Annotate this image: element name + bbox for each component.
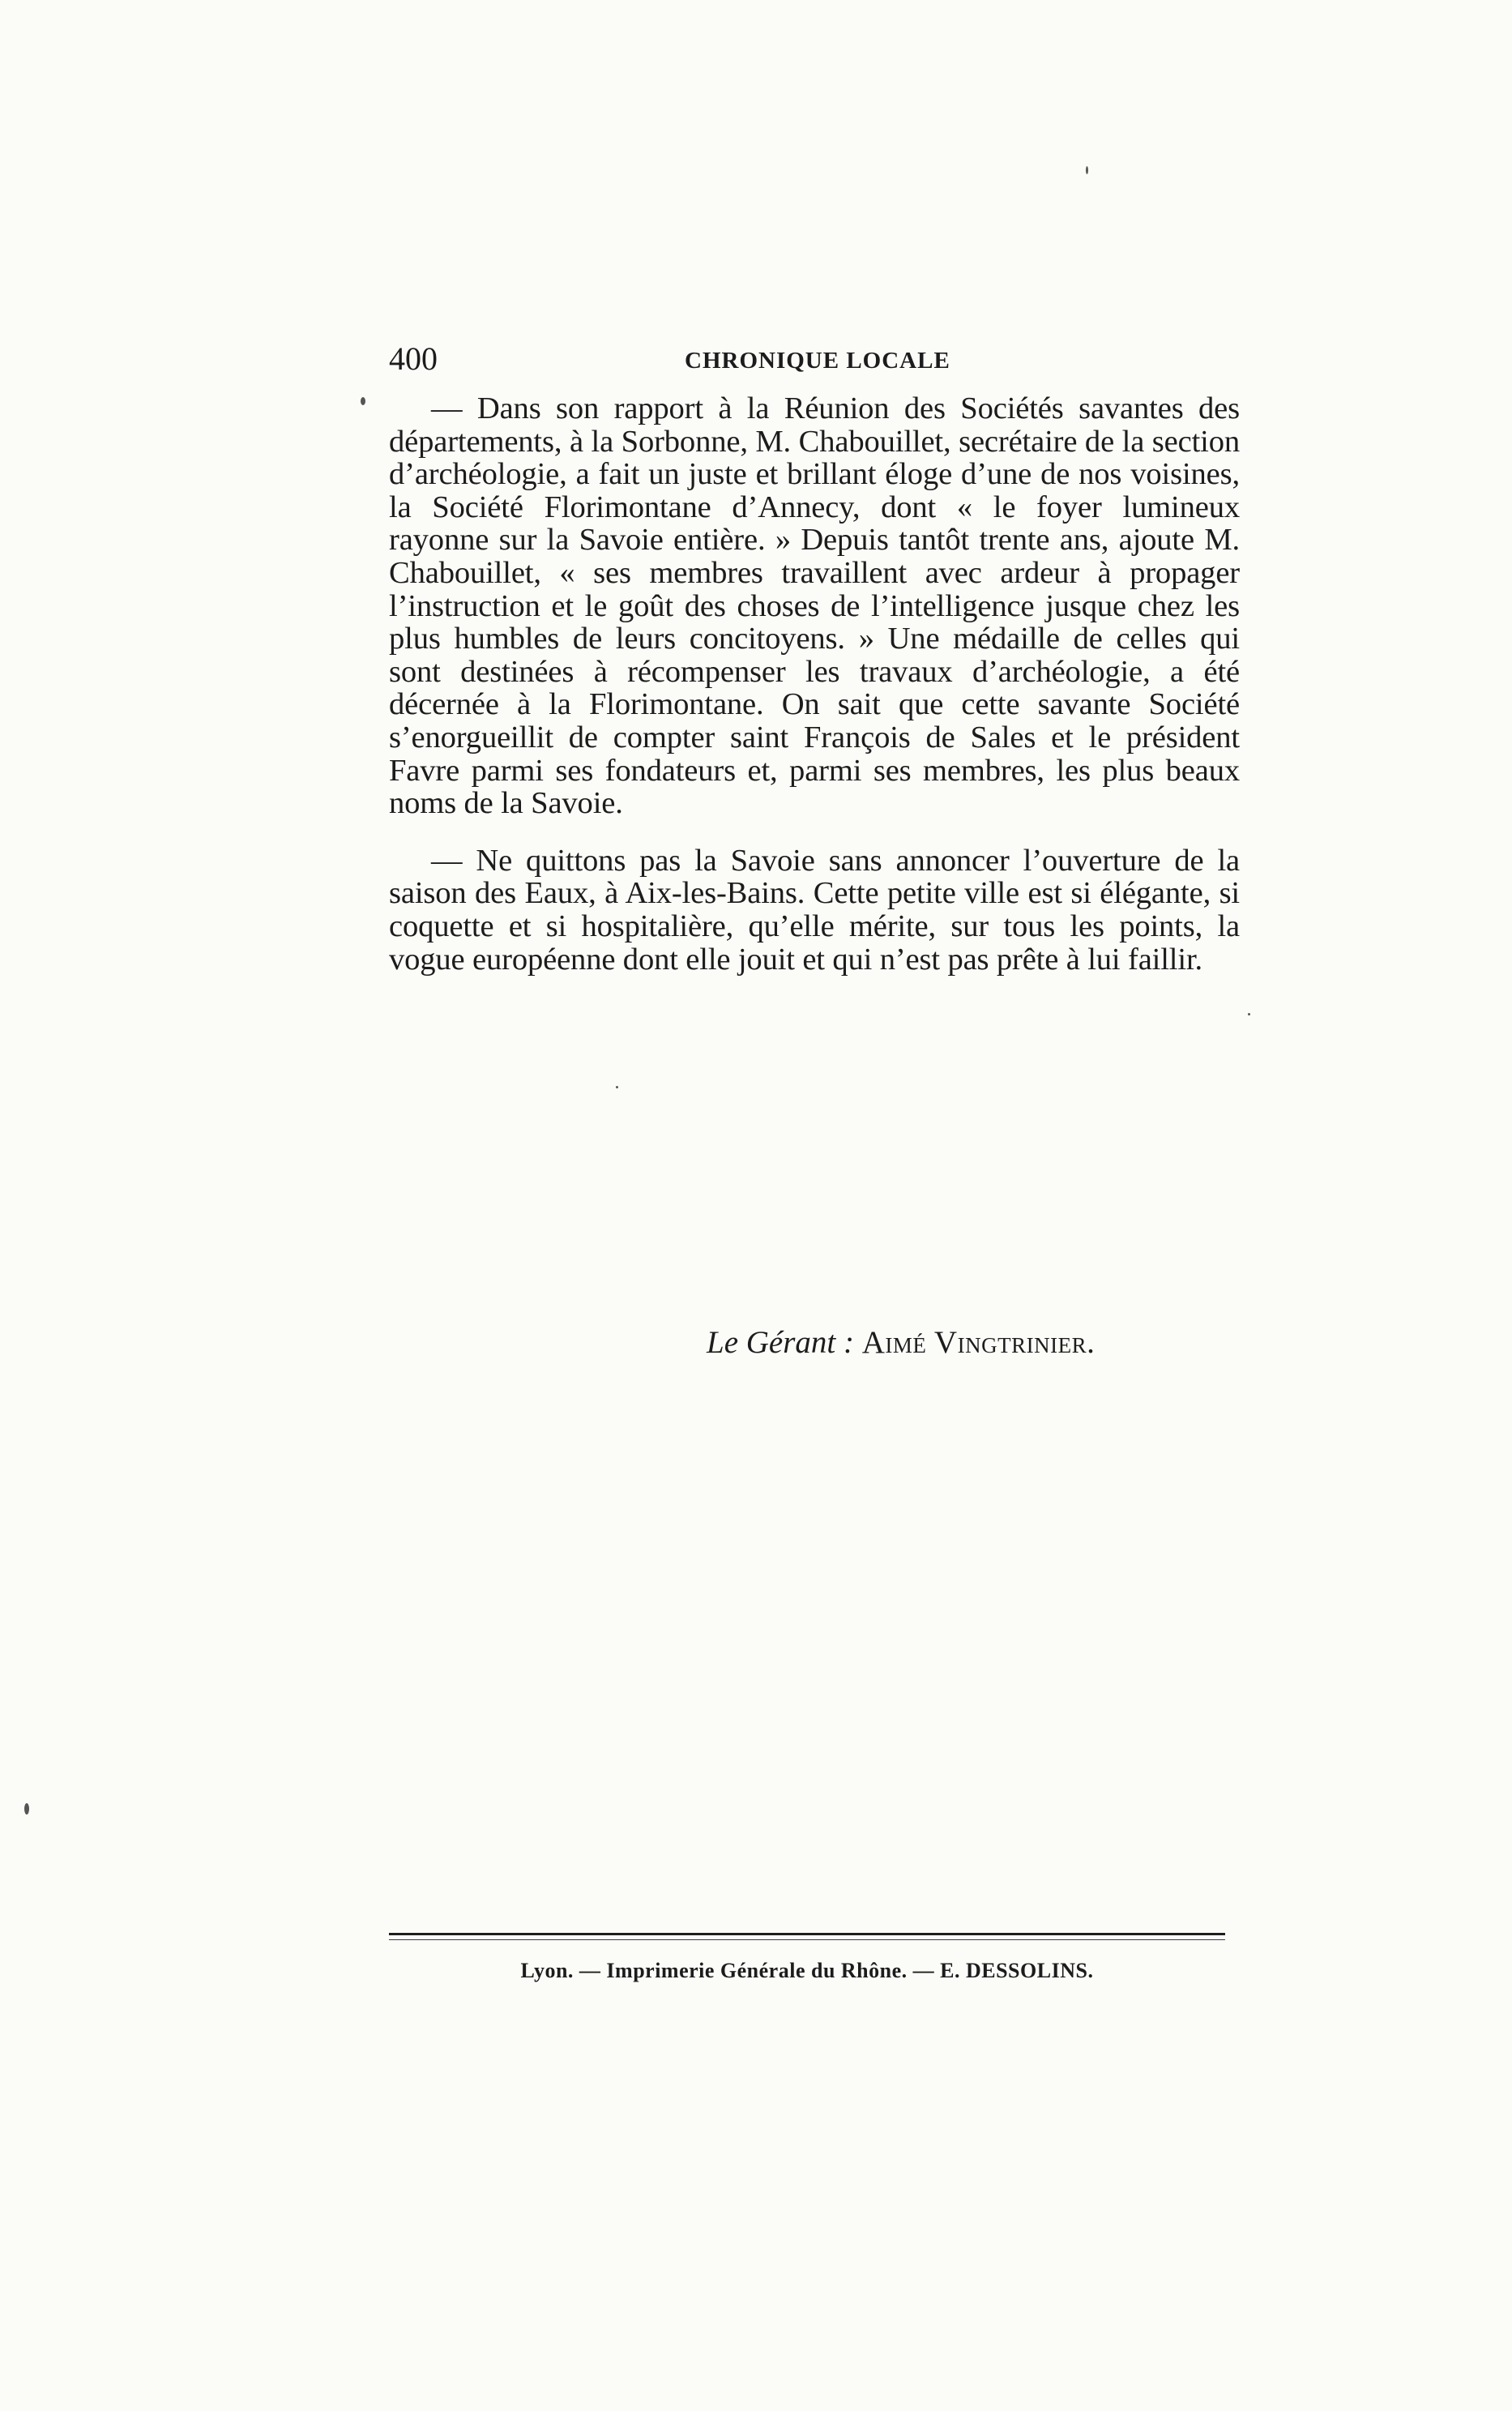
- signature: [707, 1323, 1095, 1363]
- ink-speck: [616, 1086, 618, 1088]
- page-number: 400: [389, 340, 438, 377]
- body-text: [389, 392, 1240, 976]
- ink-speck: [1086, 166, 1088, 174]
- ink-speck: [361, 397, 365, 405]
- ink-speck: [24, 1803, 29, 1815]
- printer-imprint: Lyon. — Imprimerie Générale du Rhône. — E. DESSOLINS.: [520, 1959, 1094, 1982]
- paragraph-societe-florimontane: — Dans son rapport à la Réunion des Sociétés savantes des départements, à la Sorbonne, M. Chabouillet, secrétaire de la section d’archéologie, a fait un juste et brillant éloge d’une de nos voisines, la Société Florimontane d’Annecy, dont « le foyer lumineux rayonne sur la Savoie entière. » Depuis tantôt trente ans, ajoute M. Chabouillet, « ses membres travaillent avec ardeur à propager l’instruction et le goût des choses de l’intelligence jusque chez les plus humbles de leurs concitoyens. » Une médaille de celles qui sont destinées à récompenser les travaux d’archéologie, a été décernée à la Florimontane. On sait que cette savante Société s’enorgueillit de compter saint François de Sales et le président Favre parmi ses fondateurs et, parmi ses membres, les plus beaux noms de la Savoie.: [389, 391, 1240, 821]
- chapter-title: CHRONIQUE LOCALE: [685, 348, 950, 374]
- signature-name: Aimé Vingtrinier.: [861, 1325, 1096, 1360]
- footer-rule: [389, 1933, 1225, 1935]
- running-head: [389, 339, 1240, 379]
- footer-rule-thin: [389, 1939, 1225, 1940]
- paragraph-aix-les-bains: — Ne quittons pas la Savoie sans annoncer l’ouverture de la saison des Eaux, à Aix-les-Bains. Cette petite ville est si élégante, si coquette et si hospitalière, qu’elle mérite, sur tous les points, la vogue européenne dont elle jouit et qui n’est pas prête à lui faillir.: [389, 843, 1240, 977]
- ink-speck: [1248, 1013, 1250, 1015]
- signature-label: Le Gérant :: [707, 1325, 854, 1360]
